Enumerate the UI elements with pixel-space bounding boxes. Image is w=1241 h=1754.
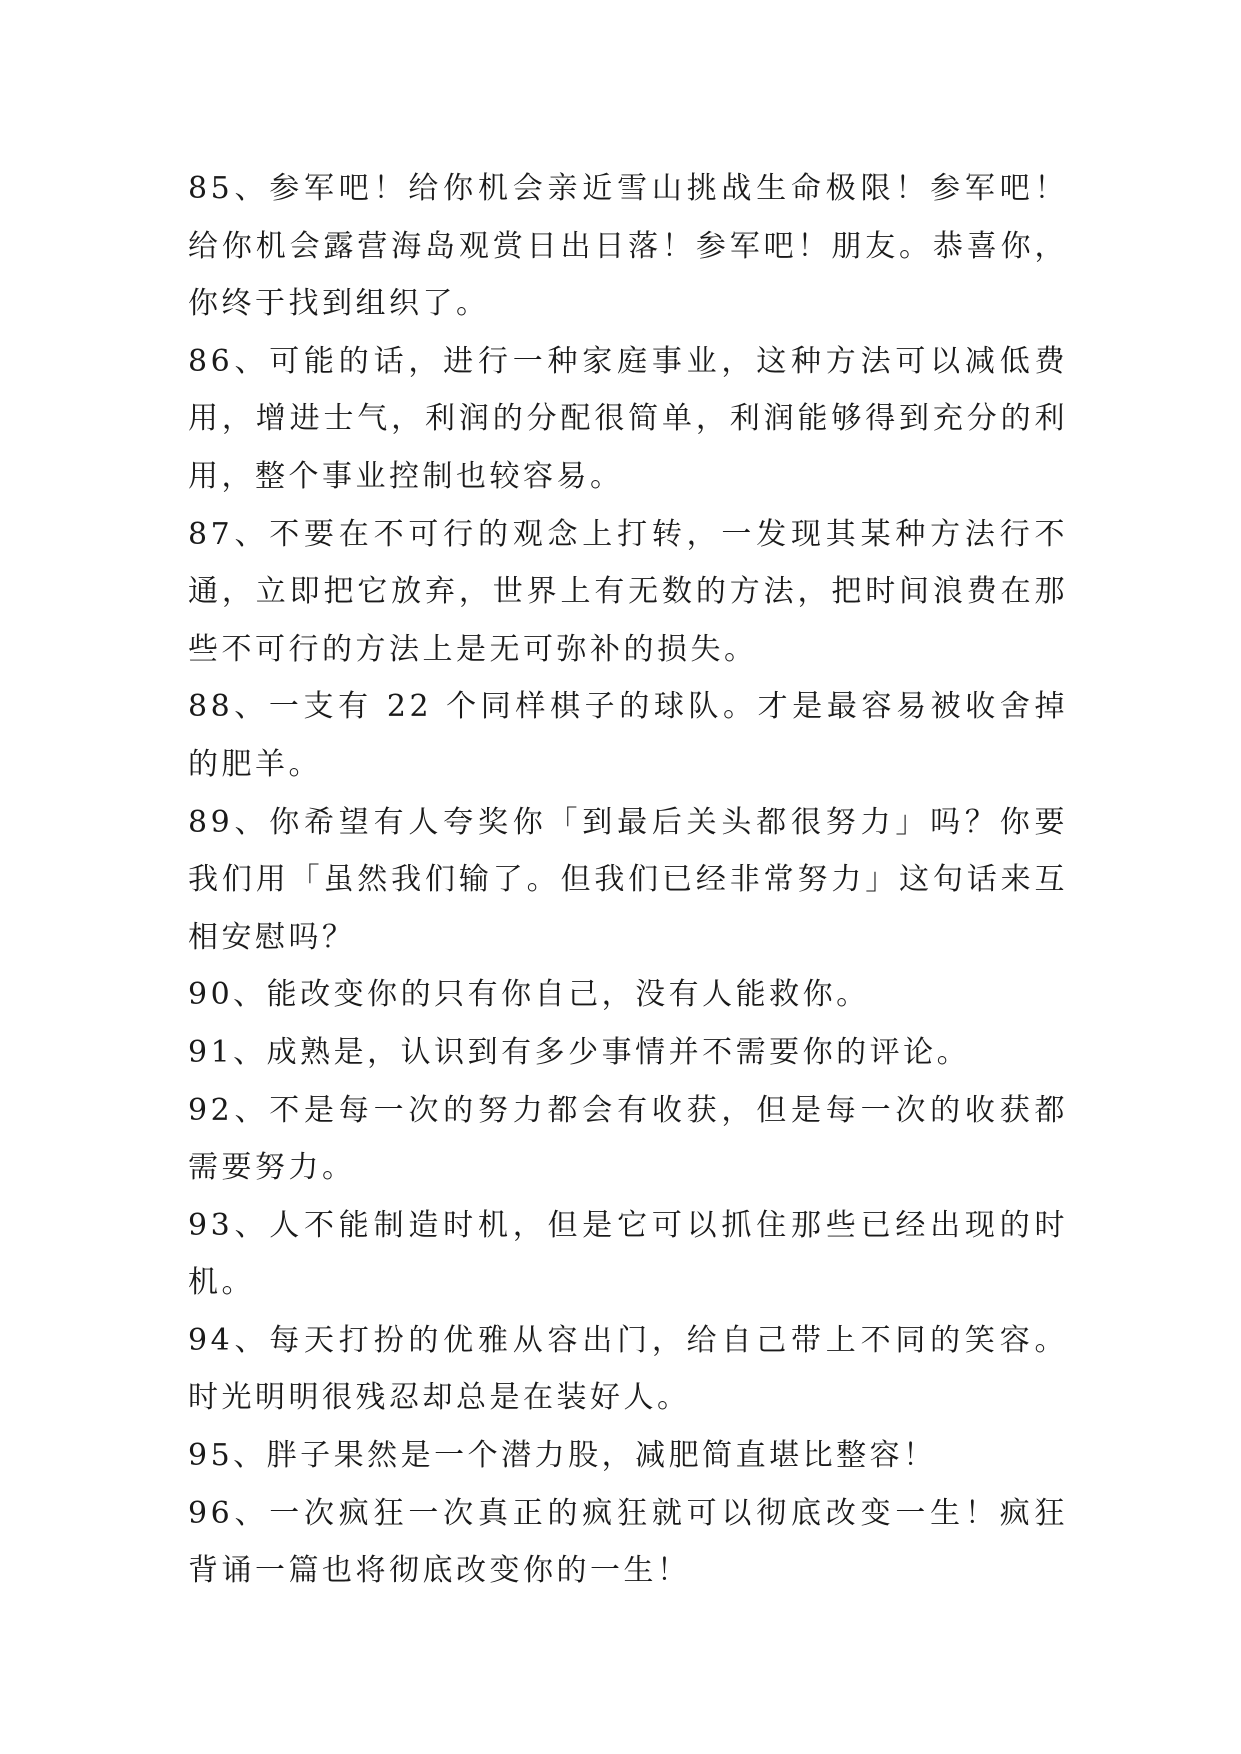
list-item: 86、可能的话，进行一种家庭事业，这种方法可以减低费用，增进士气，利润的分配很简单，利润能够得到充分的利用，整个事业控制也较容易。 — [188, 343, 1068, 494]
document-body — [188, 160, 1068, 1600]
list-item: 89、你希望有人夸奖你「到最后关头都很努力」吗？你要我们用「虽然我们输了。但我们已经非常努力」这句话来互相安慰吗？ — [188, 804, 1068, 955]
list-item: 95、胖子果然是一个潜力股，减肥简直堪比整容！ — [188, 1438, 937, 1474]
list-item: 91、成熟是，认识到有多少事情并不需要你的评论。 — [188, 1034, 971, 1070]
list-item: 88、一支有 22 个同样棋子的球队。才是最容易被收舍掉的肥羊。 — [188, 689, 1068, 782]
list-item: 93、人不能制造时机，但是它可以抓住那些已经出现的时机。 — [188, 1207, 1068, 1301]
list-item: 90、能改变你的只有你自己，没有人能救你。 — [188, 977, 870, 1013]
list-item: 85、参军吧！给你机会亲近雪山挑战生命极限！参军吧！给你机会露营海岛观赏日出日落！参军吧！朋友。恭喜你，你终于找到组织了。 — [188, 171, 1068, 322]
list-item: 87、不要在不可行的观念上打转，一发现其某种方法行不通，立即把它放弃，世界上有无数的方法，把时间浪费在那些不可行的方法上是无可弥补的损失。 — [188, 516, 1068, 667]
list-item: 96、一次疯狂一次真正的疯狂就可以彻底改变一生！疯狂背诵一篇也将彻底改变你的一生！ — [188, 1495, 1068, 1589]
list-item: 92、不是每一次的努力都会有收获，但是每一次的收获都需要努力。 — [188, 1092, 1068, 1186]
list-item: 94、每天打扮的优雅从容出门，给自己带上不同的笑容。时光明明很残忍却总是在装好人。 — [188, 1322, 1068, 1416]
